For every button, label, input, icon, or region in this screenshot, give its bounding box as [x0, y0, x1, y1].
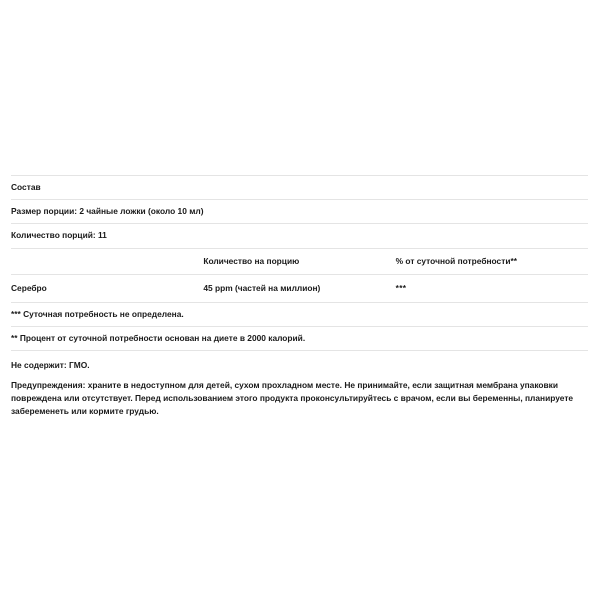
composition-label: Состав: [11, 182, 41, 192]
column-header-amount-per-serving: Количество на порцию: [203, 255, 300, 266]
warnings-text: Предупреждения: храните в недоступном для детей, сухом прохладном месте. Не принимайте, если защитная мембрана упаковки повреждена или отсутствует. Перед использованием этого продукта проконсультируйтесь с врачом, если вы беременны, планируете забеременеть или кормите грудью.: [11, 380, 574, 416]
column-header-percent-daily-value: % от суточной потребности**: [395, 255, 517, 266]
table-row-footnote-two: [11, 327, 588, 351]
supplement-facts-panel: [11, 175, 588, 351]
nutrient-amount: 45 ppm (частей на миллион): [203, 282, 321, 293]
table-row-footnote-one: [11, 302, 588, 326]
table-header-row: [11, 248, 588, 274]
footnote-daily-value-not-established: *** Суточная потребность не определена.: [11, 308, 184, 319]
table-row-composition: [11, 176, 588, 200]
footnote-percent-basis: ** Процент от суточной потребности основан на диете в 2000 калорий.: [11, 333, 306, 344]
nutrient-name: Серебро: [11, 282, 47, 293]
supplement-facts-table: [11, 175, 588, 351]
serving-size-text: Размер порции: 2 чайные ложки (около 10 мл): [11, 206, 204, 217]
gmo-statement: Не содержит: ГМО.: [11, 360, 90, 370]
table-row-servings-per-container: [11, 224, 588, 248]
table-row: [11, 274, 588, 302]
table-row-serving-size: [11, 200, 588, 224]
nutrient-percent-daily-value: ***: [395, 282, 407, 293]
column-header-nutrient: [11, 248, 203, 274]
servings-per-container-text: Количество порций: 11: [11, 230, 107, 241]
